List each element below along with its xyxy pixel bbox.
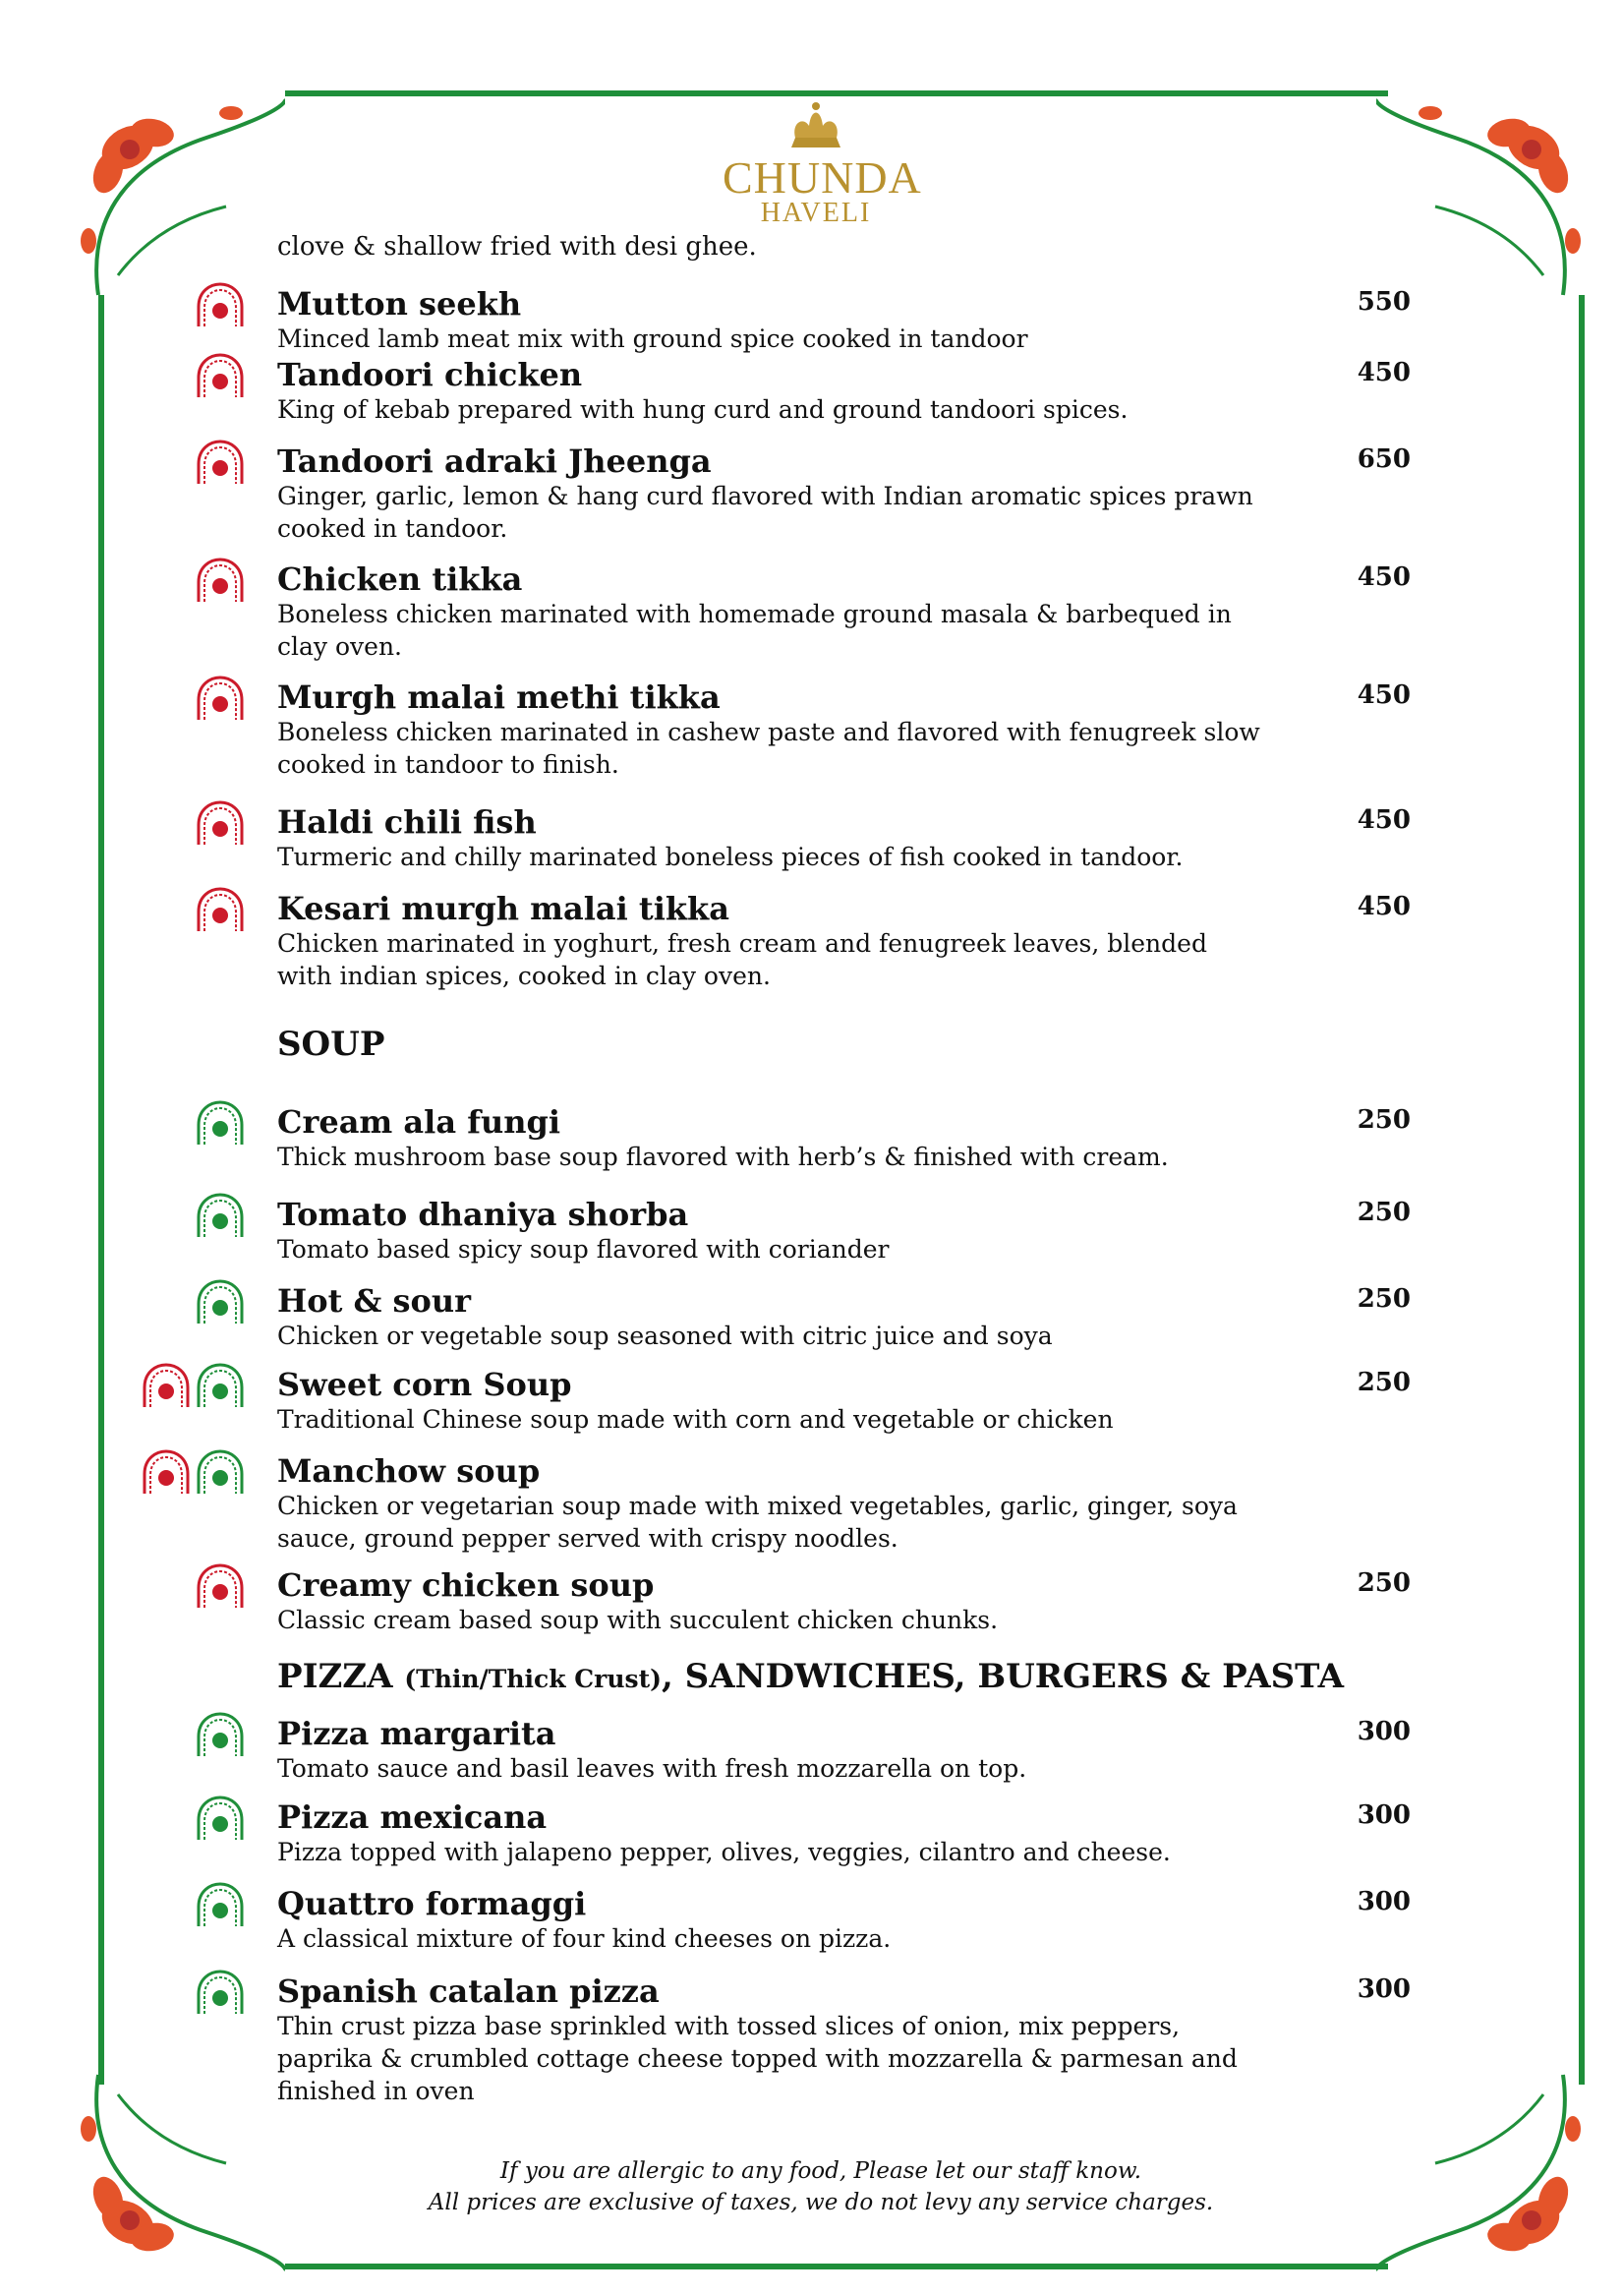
menu-item-name: Cream ala fungi [277, 1103, 561, 1141]
footer-note [413, 2155, 1229, 2218]
menu-item [277, 356, 1408, 426]
menu-item-name: Spanish catalan pizza [277, 1972, 660, 2010]
menu-item-name: Pizza margarita [277, 1715, 556, 1752]
menu-item [277, 1452, 1408, 1555]
brand-sub: HAVELI [760, 198, 872, 228]
veg-indicator-icon [195, 1192, 246, 1239]
intro-text: clove & shallow fried with desi ghee. [277, 232, 757, 262]
pizza-heading-c: , SANDWICHES, BURGERS & PASTA [661, 1657, 1344, 1696]
menu-item-price: 250 [1357, 1198, 1411, 1227]
menu-item-name: Tandoori chicken [277, 356, 583, 393]
menu-item-price: 300 [1357, 1717, 1411, 1746]
nonveg-indicator-icon [141, 1448, 192, 1496]
menu-item-desc: Thick mushroom base soup flavored with herb’s & finished with cream. [277, 1143, 1169, 1171]
nonveg-indicator-icon [195, 439, 246, 486]
menu-item-name: Haldi chili fish [277, 803, 537, 841]
menu-item-price: 450 [1357, 892, 1411, 921]
menu-item-price: 300 [1357, 1974, 1411, 2004]
menu-item-price: 450 [1357, 805, 1411, 835]
menu-item-desc: A classical mixture of four kind cheeses on pizza. [277, 1924, 892, 1953]
menu-item [277, 1715, 1408, 1785]
border-bottom [285, 2264, 1388, 2269]
menu-item-price: 250 [1357, 1568, 1411, 1598]
menu-item-desc: Chicken or vegetarian soup made with mixed vegetables, garlic, ginger, soya sauce, ground pepper served with crispy noodles. [277, 1492, 1238, 1553]
menu-item [277, 1972, 1408, 2107]
menu-item-name: Manchow soup [277, 1452, 541, 1490]
menu-item-name: Creamy chicken soup [277, 1566, 655, 1604]
corner-flower-bottom-left [59, 2055, 285, 2291]
brand-logo [723, 98, 922, 228]
nonveg-indicator-icon [195, 675, 246, 722]
nonveg-indicator-icon [195, 281, 246, 328]
menu-item-desc: Traditional Chinese soup made with corn and vegetable or chicken [277, 1405, 1114, 1434]
menu-item-desc: Tomato based spicy soup flavored with coriander [277, 1235, 890, 1264]
menu-item-name: Sweet corn Soup [277, 1366, 572, 1403]
menu-item [277, 803, 1408, 873]
menu-item-price: 450 [1357, 358, 1411, 387]
corner-flower-bottom-right [1376, 2055, 1602, 2291]
menu-item-desc: Thin crust pizza base sprinkled with tossed slices of onion, mix peppers, paprika & crumbled cottage cheese topped with mozzarella & parmesan and finished in oven [277, 2012, 1238, 2105]
veg-indicator-icon [195, 1711, 246, 1758]
corner-flower-top-right [1376, 79, 1602, 315]
border-top [285, 90, 1388, 96]
menu-item-desc: Tomato sauce and basil leaves with fresh mozzarella on top. [277, 1754, 1027, 1783]
nonveg-indicator-icon [195, 557, 246, 604]
veg-indicator-icon [195, 1881, 246, 1928]
menu-item-price: 300 [1357, 1800, 1411, 1830]
menu-item-name: Tandoori adraki Jheenga [277, 442, 712, 480]
nonveg-indicator-icon [195, 352, 246, 399]
menu-item-desc: Boneless chicken marinated in cashew paste and flavored with fenugreek slow cooked in tandoor to finish. [277, 718, 1260, 779]
menu-item-price: 250 [1357, 1284, 1411, 1314]
menu-item-name: Mutton seekh [277, 285, 522, 323]
menu-item-price: 450 [1357, 562, 1411, 592]
menu-item [277, 1103, 1408, 1173]
veg-indicator-icon [195, 1795, 246, 1842]
menu-item [277, 285, 1408, 355]
menu-item [277, 1196, 1408, 1266]
menu-item-name: Quattro formaggi [277, 1885, 587, 1922]
menu-item [277, 1885, 1408, 1955]
menu-item-name: Murgh malai methi tikka [277, 678, 721, 716]
menu-item-price: 250 [1357, 1105, 1411, 1135]
menu-item [277, 890, 1408, 992]
menu-item-price: 550 [1357, 287, 1411, 317]
menu-item-price: 250 [1357, 1368, 1411, 1397]
section-pizza [277, 1657, 1344, 1696]
menu-item-desc: Ginger, garlic, lemon & hang curd flavored with Indian aromatic spices prawn cooked in tandoor. [277, 482, 1253, 543]
veg-indicator-icon [195, 1969, 246, 2016]
nonveg-indicator-icon [195, 886, 246, 933]
menu-item-name: Kesari murgh malai tikka [277, 890, 729, 927]
nonveg-indicator-icon [195, 1562, 246, 1610]
menu-item-price: 650 [1357, 444, 1411, 474]
menu-item-desc: Classic cream based soup with succulent chicken chunks. [277, 1606, 999, 1634]
menu-item-desc: Boneless chicken marinated with homemade ground masala & barbequed in clay oven. [277, 600, 1232, 661]
menu-item [277, 1798, 1408, 1868]
footer-line-2: All prices are exclusive of taxes, we do not levy any service charges. [428, 2190, 1214, 2215]
menu-item [277, 678, 1408, 781]
nonveg-indicator-icon [195, 799, 246, 847]
menu-item-name: Hot & sour [277, 1282, 472, 1320]
menu-item-price: 450 [1357, 680, 1411, 710]
brand-name: CHUNDA [723, 152, 922, 203]
footer-line-1: If you are allergic to any food, Please let our staff know. [499, 2158, 1142, 2184]
menu-item-price: 300 [1357, 1887, 1411, 1916]
border-right [1579, 295, 1585, 2085]
corner-flower-top-left [59, 79, 285, 315]
pizza-heading-b: (Thin/Thick Crust) [404, 1665, 662, 1693]
section-soup: SOUP [277, 1025, 385, 1064]
veg-indicator-icon [195, 1099, 246, 1147]
menu-item-desc: Chicken marinated in yoghurt, fresh cream and fenugreek leaves, blended with indian spices, cooked in clay oven. [277, 929, 1207, 990]
menu-item-name: Chicken tikka [277, 560, 523, 598]
menu-item [277, 1366, 1408, 1436]
menu-item-desc: Pizza topped with jalapeno pepper, olives, veggies, cilantro and cheese. [277, 1838, 1171, 1866]
crown-icon [782, 98, 850, 152]
menu-item-desc: Chicken or vegetable soup seasoned with citric juice and soya [277, 1322, 1053, 1350]
menu-item-name: Tomato dhaniya shorba [277, 1196, 689, 1233]
pizza-heading-a: PIZZA [277, 1657, 405, 1696]
menu-item [277, 560, 1408, 663]
veg-indicator-icon [195, 1362, 246, 1409]
menu-item-desc: King of kebab prepared with hung curd and ground tandoori spices. [277, 395, 1129, 424]
menu-item [277, 1282, 1408, 1352]
nonveg-indicator-icon [141, 1362, 192, 1409]
veg-indicator-icon [195, 1278, 246, 1325]
menu-item [277, 1566, 1408, 1636]
menu-item [277, 442, 1408, 545]
menu-item-desc: Minced lamb meat mix with ground spice cooked in tandoor [277, 324, 1028, 353]
menu-item-desc: Turmeric and chilly marinated boneless pieces of fish cooked in tandoor. [277, 843, 1184, 871]
border-left [98, 295, 104, 2085]
veg-indicator-icon [195, 1448, 246, 1496]
menu-item-name: Pizza mexicana [277, 1798, 548, 1836]
